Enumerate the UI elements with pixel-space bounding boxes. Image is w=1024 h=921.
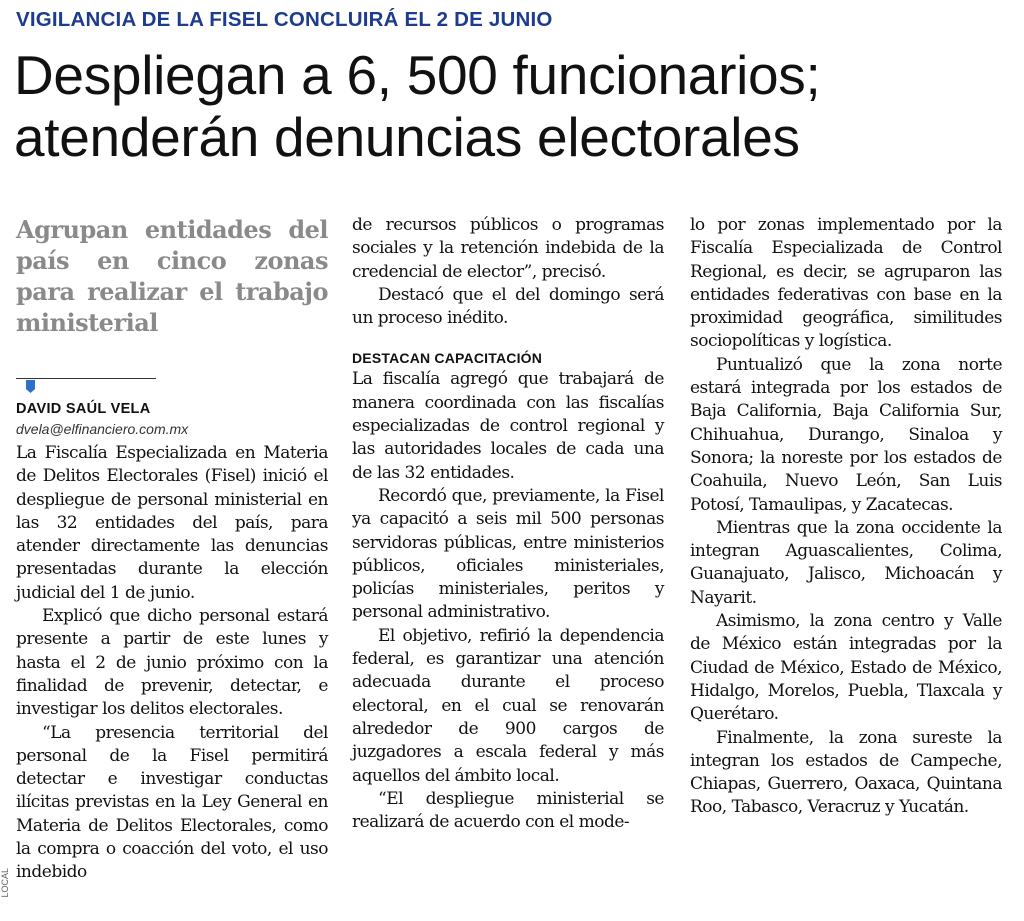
paragraph-3-end: de recursos públicos o programas sociales y la retención indebida de la credencial de elector”, precisó. bbox=[352, 215, 664, 282]
deck: Agrupan entidades del país en cinco zonas para realizar el trabajo ministerial bbox=[16, 215, 328, 337]
author-name: DAVID SAÚL VELA bbox=[16, 401, 151, 417]
byline-rule bbox=[16, 378, 156, 379]
paragraph-2: Explicó que dicho personal estará presente a partir de este lunes y hasta el 2 de junio próximo con la finalidad de prevenir, detectar, e investigar los delitos electorales. bbox=[16, 606, 328, 720]
paragraph-6: Recordó que, previamente, la Fisel ya capacitó a seis mil 500 personas servidoras públicas, entre ministerios públicos, oficiales ministeriales, policías ministeriales, peritos y personal administrativo. bbox=[352, 485, 664, 623]
headline bbox=[14, 44, 1014, 168]
paragraph-12: Finalmente, la zona sureste la integran los estados de Campeche, Chiapas, Guerrero, Oaxaca, Quintana Roo, Tabasco, Veracruz y Yucatán. bbox=[690, 727, 1002, 818]
paragraph-8-start: “El despliegue ministerial se realizará de acuerdo con el mode- bbox=[352, 788, 664, 833]
paragraph-4: Destacó que el del domingo será un proceso inédito. bbox=[352, 284, 664, 329]
column-1 bbox=[16, 214, 328, 885]
paragraph-3-start: “La presencia territorial del personal de la Fisel permitirá detectar e investigar conductas ilícitas previstas en la Ley General en Materia de Delitos Electorales, como la compra o coacción del voto, el uso indebido bbox=[16, 722, 328, 883]
paragraph-11: Asimismo, la zona centro y Valle de México están integradas por la Ciudad de México, Estado de México, Hidalgo, Morelos, Puebla, Tlaxcala y Querétaro. bbox=[690, 611, 1002, 725]
byline bbox=[16, 378, 328, 437]
bookmark-icon bbox=[26, 380, 35, 393]
author-email[interactable]: dvela@elfinanciero.com.mx bbox=[16, 421, 189, 437]
paragraph-7: El objetivo, refirió la dependencia federal, es garantizar una atención adecuada durante el proceso electoral, en el cual se renovarán alrededor de 900 cargos de juzgadores a escala federal y más aquellos del ámbito local. bbox=[352, 625, 664, 786]
column-2 bbox=[352, 214, 664, 834]
headline-line-2: atenderán denuncias electorales bbox=[14, 106, 800, 168]
paragraph-8-end: lo por zonas implementado por la Fiscalía Especializada de Control Regional, es decir, se agruparon las entidades federativas con base en la proximidad geográfica, similitudes sociopolíticas y logística. bbox=[690, 215, 1002, 352]
section-label: LOCAL bbox=[0, 868, 10, 898]
column-3 bbox=[690, 214, 1002, 820]
paragraph-9: Puntualizó que la zona norte estará integrada por los estados de Baja California, Baja California Sur, Chihuahua, Durango, Sinaloa y Sonora; la noreste por los estados de Coahuila, Nuevo León, San Luis Potosí, Tamaulipas, y Zacatecas. bbox=[690, 354, 1002, 515]
paragraph-1: La Fiscalía Especializada en Materia de Delitos Electorales (Fisel) inició el despliegue de personal ministerial en las 32 entidades del país, para atender directamente las denuncias presentadas durante la elección judicial del 1 de junio. bbox=[16, 443, 328, 603]
subhead: DESTACAN CAPACITACIÓN bbox=[352, 350, 543, 367]
headline-line-1: Despliegan a 6, 500 funcionarios; bbox=[14, 44, 821, 106]
paragraph-10: Mientras que la zona occidente la integran Aguascalientes, Colima, Guanajuato, Jalisco, Michoacán y Nayarit. bbox=[690, 517, 1002, 608]
paragraph-5: La fiscalía agregó que trabajará de manera coordinada con las fiscalías especializadas de control regional y las autoridades locales de cada una de las 32 entidades. bbox=[352, 369, 664, 483]
kicker: VIGILANCIA DE LA FISEL CONCLUIRÁ EL 2 DE JUNIO bbox=[16, 8, 553, 31]
